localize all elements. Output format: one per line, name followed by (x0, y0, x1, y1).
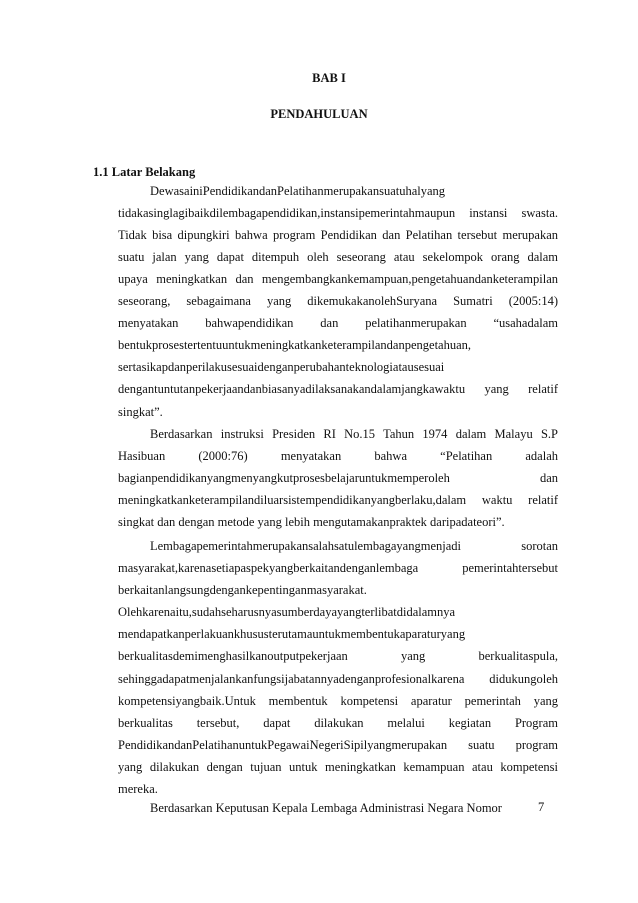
paragraph-line: Berdasarkan instruksi Presiden RI No.15 Tahun 1974 dalam Malayu S.P (150, 427, 558, 441)
page-number: 7 (538, 800, 545, 814)
paragraph-line: mereka. (118, 782, 158, 796)
paragraph-line: Hasibuan (2000:76) menyatakan bahwa “Pelatihan adalah (118, 449, 558, 463)
paragraph-line: bentukprosestertentuuntukmeningkatkanketerampilandanpengetahuan, (118, 338, 472, 352)
paragraph-line: yang dilakukan dengan tujuan untuk meningkatkan kemampuan atau kompetensi (118, 760, 558, 774)
paragraph-line: masyarakat,karenasetiapaspekyangberkaitandenganlembaga pemerintahtersebut (118, 561, 558, 575)
chapter-heading: BAB I (312, 71, 346, 85)
paragraph-line: berkualitasdemimenghasilkanoutputpekerjaan yang berkualitaspula, (118, 649, 558, 663)
paragraph-line: dengantuntutanpekerjaandanbiasanyadilaksanakandalamjangkawaktu yang relatif (118, 382, 558, 396)
paragraph-line: seseorang, sebagaimana yang dikemukakanolehSuryana Sumatri (2005:14) (118, 294, 558, 308)
paragraph-line: Olehkarenaitu,sudahseharusnyasumberdayayangterlibatdidalamnya (118, 605, 456, 619)
paragraph-line: menyatakan bahwapendidikan dan pelatihanmerupakan “usahadalam (118, 316, 558, 330)
paragraph-line: bagianpendidikanyangmenyangkutprosesbelajaruntukmemperoleh dan (118, 471, 558, 485)
paragraph-line: singkat”. (118, 405, 163, 419)
paragraph-line: Lembagapemerintahmerupakansalahsatulembagayangmenjadi sorotan (150, 539, 558, 553)
paragraph-line: Tidak bisa dipungkiri bahwa program Pendidikan dan Pelatihan tersebut merupakan (118, 228, 558, 242)
paragraph-line: sehinggadapatmenjalankanfungsijabatannyadenganprofesionalkarena didukungoleh (118, 672, 558, 686)
paragraph-line: sertasikapdanperilakusesuaidenganperubahanteknologiatausesuai (118, 360, 445, 374)
paragraph-line: mendapatkanperlakuankhususteruta​mauntukmembentukaparaturyang (118, 627, 466, 641)
paragraph-line: meningkatkanketerampilandiluarsistempendidikanyangberlaku,dalam waktu relatif (118, 493, 558, 507)
paragraph-line: PendidikandanPelatihanuntukPegawaiNegeriSipilyangmerupakan suatu program (118, 738, 558, 752)
paragraph-line: tidakasinglagibaikdilembagapendidikan,instansipemerintahmaupun instansi swasta. (118, 206, 558, 220)
paragraph-line: singkat dan dengan metode yang lebih mengutamakanpraktek daripadateori”. (118, 515, 505, 529)
paragraph-line: berkualitas tersebut, dapat dilakukan melalui kegiatan Program (118, 716, 558, 730)
paragraph-line: upaya meningkatkan dan mengembangkankemampuan,pengetahuandanketerampilan (118, 272, 558, 286)
paragraph-line: DewasainiPendidikandanPelatihanmerupakansuatuhalyang (150, 184, 446, 198)
section-heading: 1.1 Latar Belakang (93, 165, 196, 179)
paragraph-line: kompetensiyangbaik.Untuk membentuk kompetensi aparatur pemerintah yang (118, 694, 558, 708)
paragraph-line: suatu jalan yang dapat ditempuh oleh seseorang atau sekelompok orang dalam (118, 250, 558, 264)
paragraph-line: Berdasarkan Keputusan Kepala Lembaga Administrasi Negara Nomor (150, 801, 502, 815)
paragraph-line: berkaitanlangsungdengankepentinganmasyarakat. (118, 583, 367, 597)
chapter-title: PENDAHULUAN (270, 107, 368, 121)
